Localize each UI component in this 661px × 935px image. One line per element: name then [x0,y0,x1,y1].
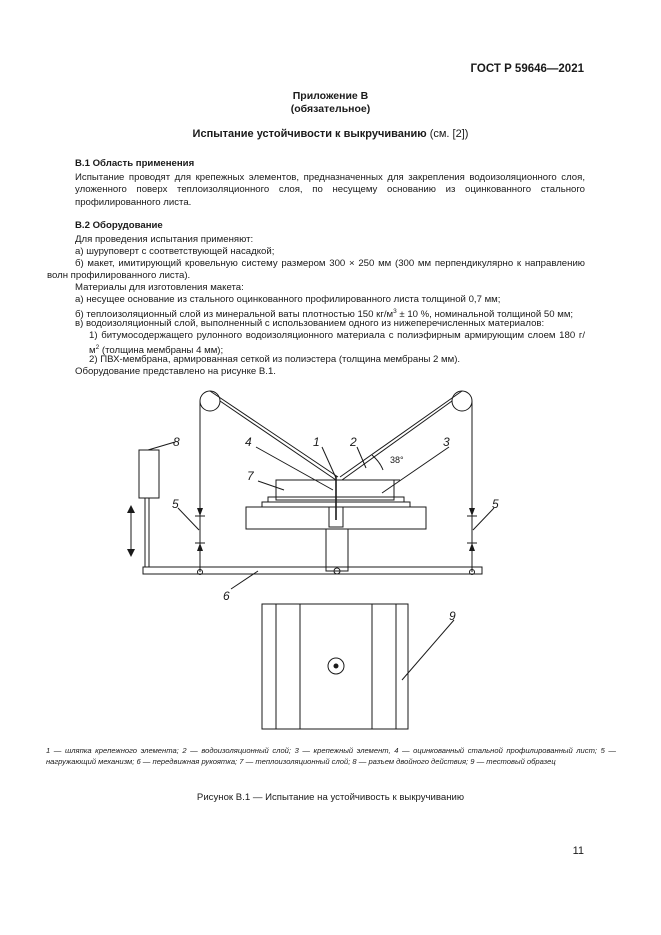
label-6: 6 [223,589,230,603]
item-b: б) макет, имитирующий кровельную систему размером 300 × 250 мм (300 мм перпендикулярно к направлению волн профилированного листа). [47,258,585,282]
annex-title: Приложение В [292,90,369,102]
left-pulley [200,391,220,411]
connector [139,450,159,498]
left-diagonal-cord [210,391,338,477]
standard-number: ГОСТ Р 59646—2021 [470,63,584,75]
sub-item-1-text-2: (толщина мембраны 4 мм); [99,345,224,357]
test-title-ref: (см. [2]) [426,128,469,140]
page-number: 11 [572,845,584,857]
figure-caption: Рисунок В.1 — Испытание на устойчивость к выкручиванию [196,792,465,803]
section-2-intro: Для проведения испытания применяют: [75,234,254,245]
label-2: 2 [350,435,357,449]
handle-bar [143,567,482,574]
figure-reference: Оборудование представлено на рисунке В.1. [75,366,276,377]
sub-item-1-text: 1) битумосодержащего рулонного водоизоляционного материала с полиэфирным армирующим слоем 180 г/м [89,330,585,357]
label-7: 7 [247,469,254,483]
label-4: 3 [443,435,450,449]
materials-intro: Материалы для изготовления макета: [75,282,244,293]
leader-5-left [178,508,199,530]
section-1-heading: В.1 Область применения [75,158,195,169]
leader-1 [322,447,336,478]
leader-5-right [473,508,494,530]
leader-4 [382,447,449,493]
section-1-text [75,172,585,209]
material-a: а) несущее основание из стального оцинкованного профилированного листа толщиной 0,7 мм; [75,294,501,305]
figure-legend: 1 — шляпка крепежного элемента; 2 — водоизоляционный слой; 3 — крепежный элемент, 4 — оцинкованный стальной профилированный лист; 5 — нагружающий механизм; 6 — передвижная рукоятка; 7 — теплоизоляционный слой; 8 — разъем двойного действия; 9 — тестовый образец [46,746,616,766]
leader-8 [148,442,175,450]
figure-b1 [0,380,661,740]
section-2-heading: В.2 Оборудование [75,220,163,231]
leader-9 [402,620,454,680]
leader-3 [256,447,333,490]
leader-2 [357,447,366,468]
label-5-left: 5 [172,497,179,511]
leader-7 [258,481,284,490]
sub-item-2: 2) ПВХ-мембрана, армированная сеткой из полиэстера (толщина мембраны 2 мм). [89,354,461,365]
angle-label: 38° [390,455,404,465]
right-pulley [452,391,472,411]
material-c: в) водоизоляционный слой, выполненный с использованием одного из нижеперечисленных материалов: [75,318,545,329]
test-title-main: Испытание устойчивости к выкручиванию [192,128,427,140]
test-title [70,128,591,140]
label-9: 9 [449,609,456,623]
label-8: 8 [173,435,180,449]
material-b-text: б) теплоизоляционный слой из минеральной ваты плотностью 150 кг/м [75,309,394,321]
stand [326,529,348,571]
label-5-right: 5 [492,497,499,511]
material-b-sup: 3 [393,308,397,315]
annex-status: (обязательное) [290,103,371,115]
material-b-text-2: ± 10 %, номинальной толщиной 50 мм; [396,309,574,321]
sub-item-1-sup: 2 [95,344,100,352]
item-a: а) шуруповерт с соответствующей насадкой; [75,246,275,257]
section-1-body: Испытание проводят для крепежных элементов, предназначенных для закрепления водоизоляционного слоя, уложенного поверх теплоизоляционного слоя, по несущему основанию из оцинкованного стального профилированного листа. [75,172,585,208]
label-1: 1 [313,435,320,449]
label-3: 4 [245,435,252,449]
